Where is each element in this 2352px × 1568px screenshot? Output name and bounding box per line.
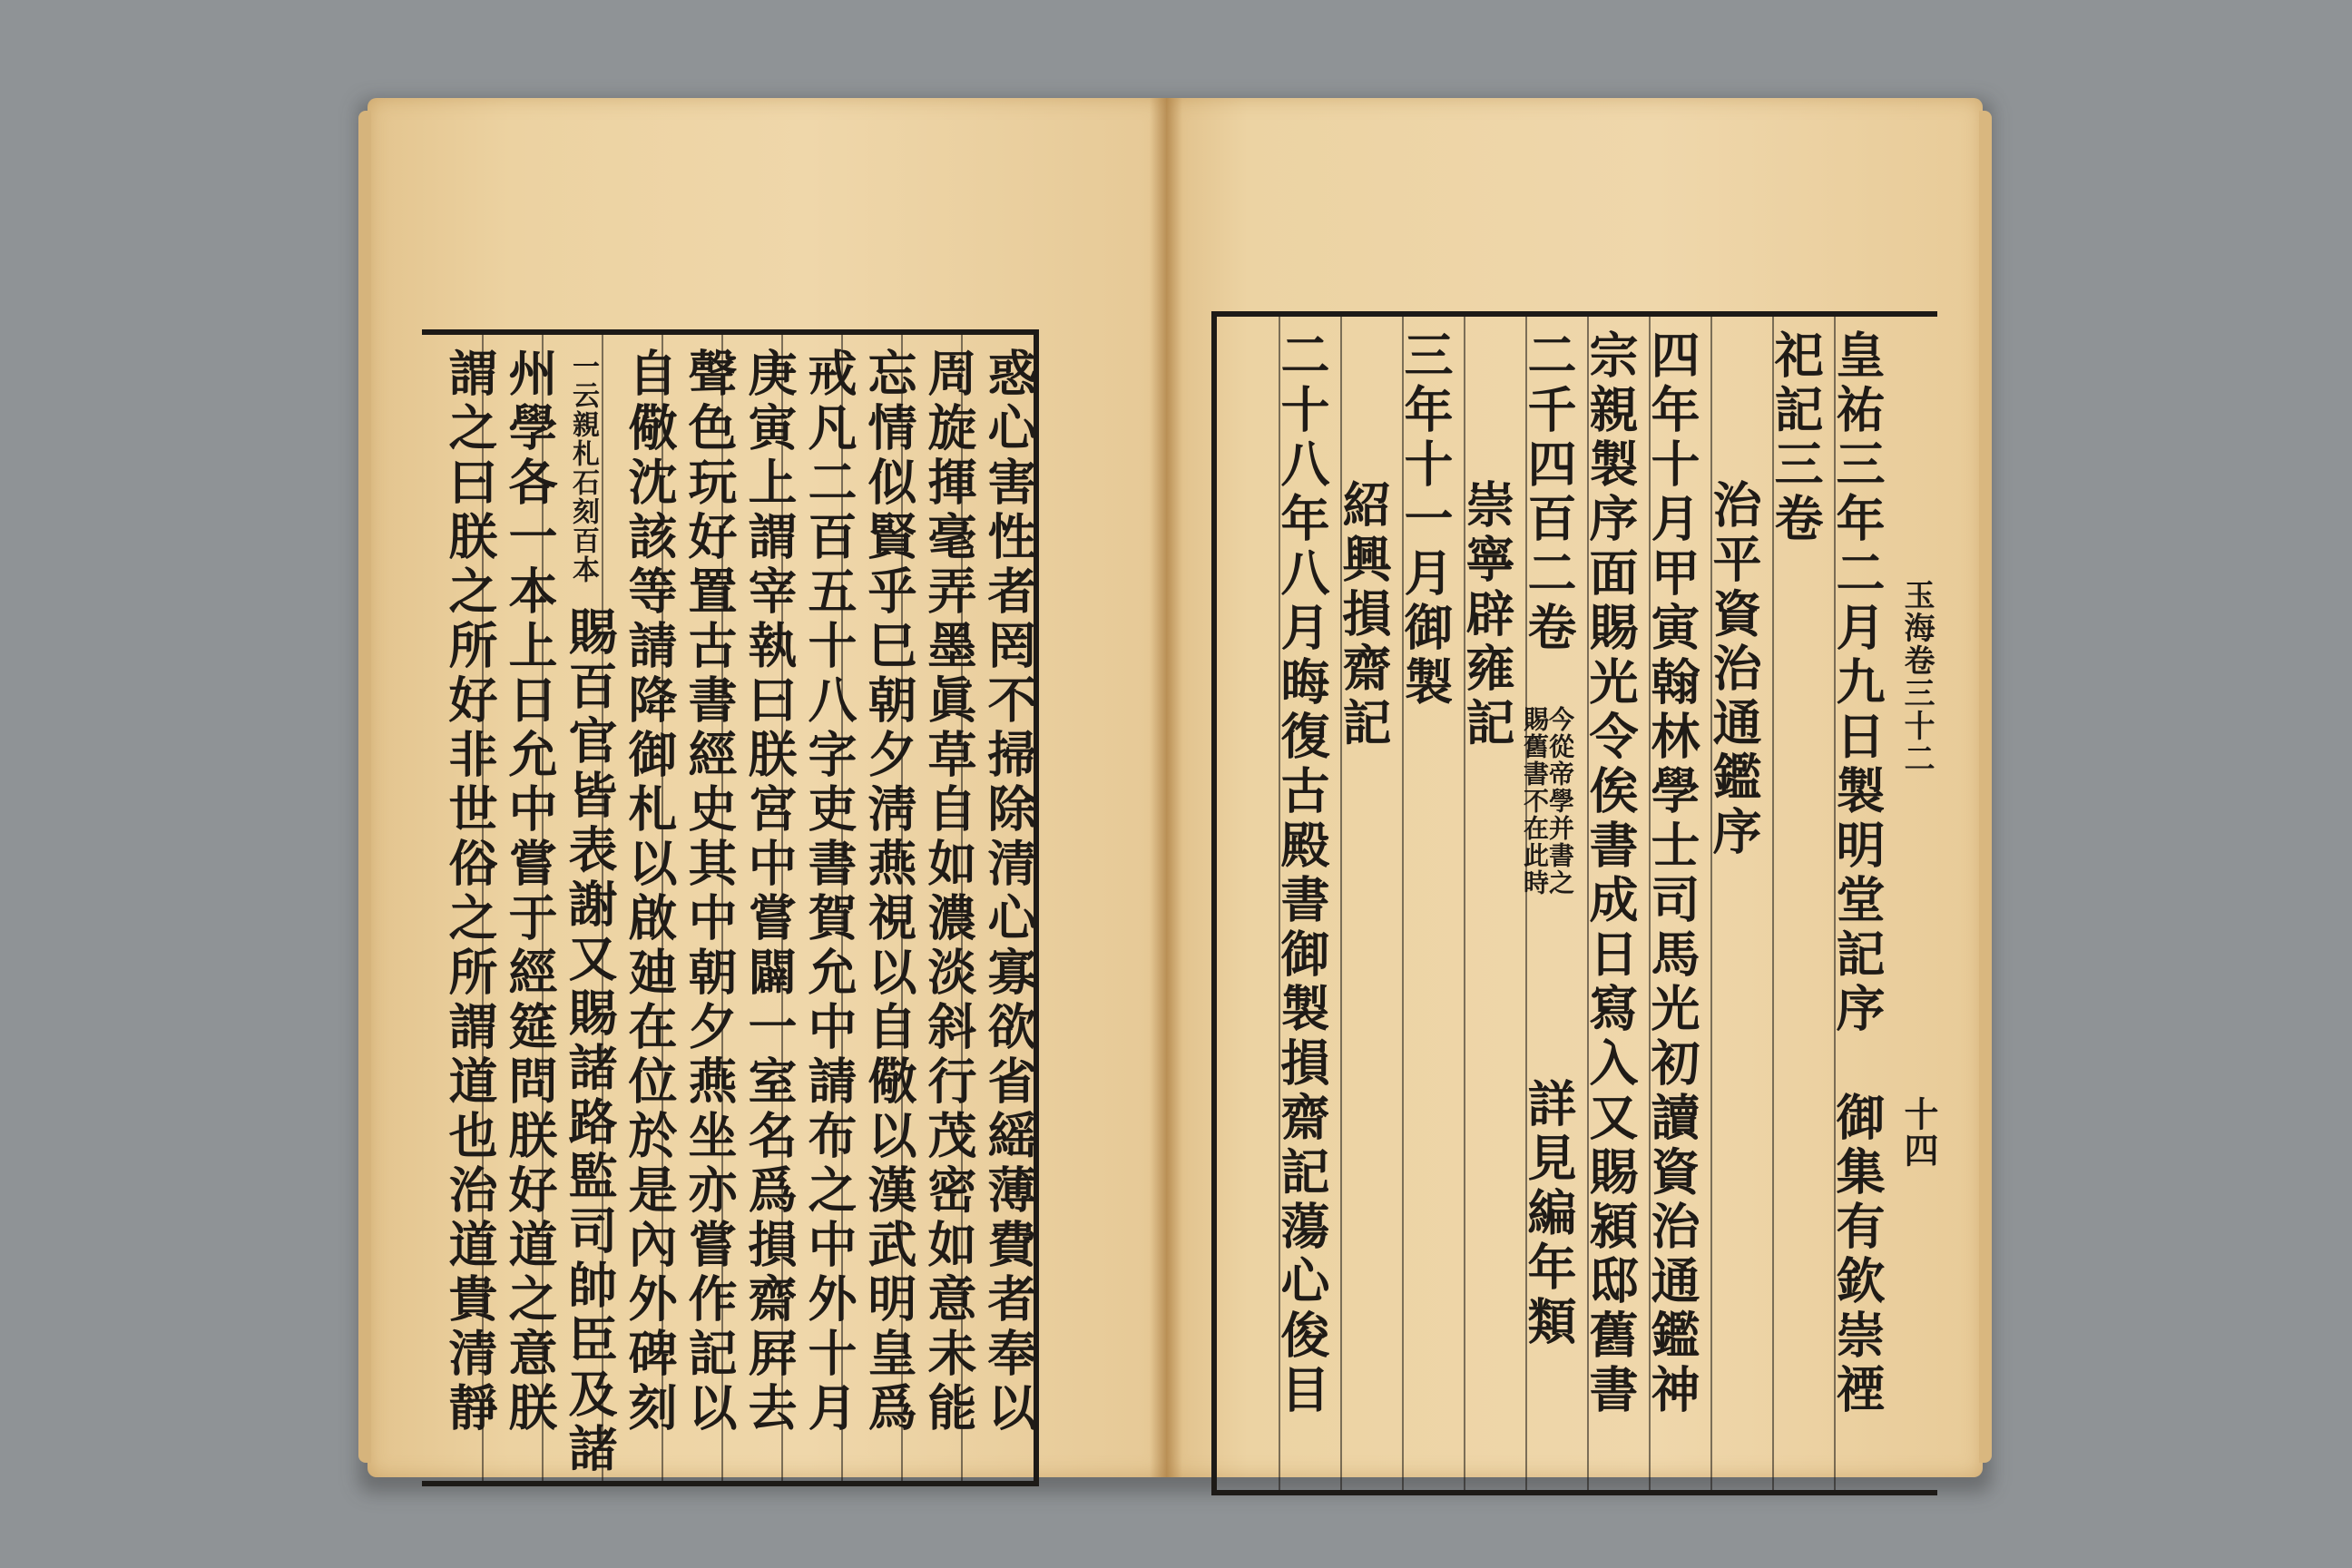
right-page-edge: [1979, 111, 1992, 1463]
left-column-10: 謂之曰朕之所好非世俗之所謂道也治道貴清靜: [441, 348, 499, 1436]
left-column-9: 州學各一本上日允中嘗于經筵問朕好道之意朕: [501, 348, 559, 1436]
left-column-2: 周旋揮毫弄墨眞草自如濃淡斜行茂密如意未能: [920, 348, 978, 1436]
right-column-2: 祀記三卷: [1767, 329, 1825, 547]
book-gutter: [1150, 98, 1182, 1477]
page-number: 十四: [1898, 1096, 1939, 1169]
left-page-edge: [358, 111, 371, 1463]
right-column-9: 紹興損齋記: [1335, 479, 1393, 751]
left-column-8-note: 一云親札石刻百本: [567, 352, 599, 584]
right-column-7: 崇寧辟雍記: [1458, 479, 1516, 751]
left-column-7: 自儆沈該等請降御札以啟廸在位於是內外碑刻: [621, 348, 679, 1436]
right-column-6-end: 詳見編年類: [1520, 1078, 1578, 1350]
right-column-1: 皇祐三年二月九日製明堂記序 御集有欽崇禋: [1828, 329, 1886, 1418]
left-column-4: 戒凡二百五十八字吏書賀允中請布之中外十月: [800, 348, 858, 1436]
left-column-5: 庚寅上謂宰執曰朕宮中嘗闢一室名爲損齋屛去: [740, 348, 799, 1436]
right-page: [1166, 98, 1983, 1477]
right-column-10: 二十八年八月晦復古殿書御製損齋記蕩心俊目: [1273, 329, 1331, 1418]
right-column-3: 治平資治通鑑序: [1705, 479, 1763, 860]
right-column-8: 三年十一月御製: [1396, 329, 1455, 710]
left-column-8: 賜百官皆表謝又賜諸路監司帥臣及諸: [561, 606, 619, 1477]
open-book: [368, 98, 1983, 1477]
right-column-6-note-b: 賜舊書不在此時: [1520, 706, 1550, 897]
right-column-6: 二千四百二卷: [1520, 329, 1578, 656]
right-column-6-note-a: 今從帝學并書之: [1545, 706, 1575, 897]
column-header: 玉海卷三十二: [1898, 579, 1935, 775]
right-column-4: 四年十月甲寅翰林學士司馬光初讀資治通鑑神: [1643, 329, 1701, 1418]
left-column-1: 惑心害性者罔不掃除清心寡欲省䌊薄費者奉以: [980, 348, 1038, 1436]
left-column-6: 聲色玩好置古書經史其中朝夕燕坐亦嘗作記以: [681, 348, 739, 1436]
left-page: [368, 98, 1166, 1477]
right-column-5: 宗親製序面賜光令俟書成日寫入又賜潁邸舊書: [1582, 329, 1640, 1418]
left-column-3: 忘情似賢乎巳朝夕淸燕視以自儆以漢武明皇爲: [860, 348, 918, 1436]
